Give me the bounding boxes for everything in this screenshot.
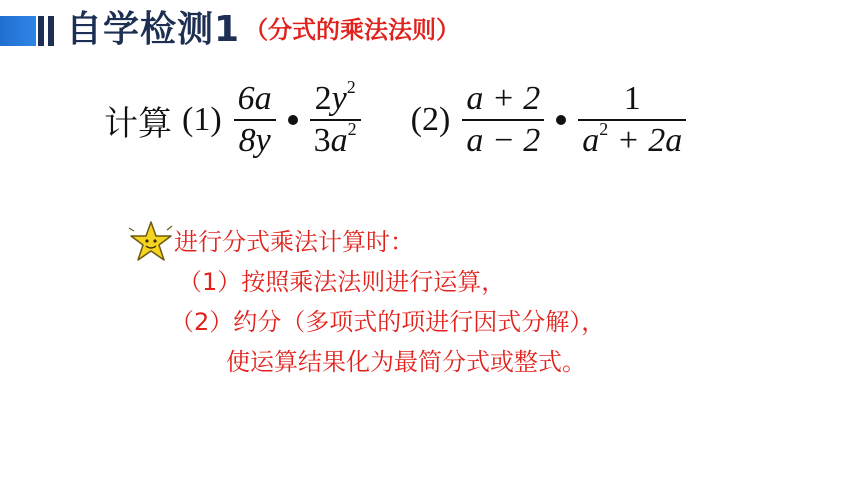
title-subtitle: （分式的乘法法则） — [244, 16, 461, 44]
p1-f2-num-exp: 2 — [346, 77, 356, 97]
p1-f2-den-coef: 3 — [313, 122, 331, 159]
problems-lead: 计算 — [104, 103, 172, 144]
multiply-dot-icon — [288, 115, 298, 125]
p2-f2-numerator: 1 — [623, 80, 641, 117]
note-line-3: （2）约分（多项式的项进行因式分解）， — [170, 308, 606, 336]
header-bar-2 — [48, 16, 54, 46]
p1-f2-den-var: a — [330, 122, 348, 159]
p1-f2-numerator — [311, 79, 360, 119]
slide-title — [66, 6, 460, 54]
p1-f2-den-exp: 2 — [347, 119, 357, 139]
p1-f2-denominator — [310, 121, 361, 161]
note-line-2: （1）按照乘法法则进行运算， — [178, 268, 506, 296]
problem-2-label: (2) — [410, 101, 451, 138]
problem-2-fraction-1 — [462, 79, 544, 161]
smiling-star-icon — [128, 220, 174, 264]
problem-2-fraction-2 — [578, 79, 686, 161]
p2-f2-den-rest: + 2a — [608, 122, 683, 159]
header-bar-1 — [38, 16, 44, 46]
p2-f1-numerator: a + 2 — [466, 80, 541, 117]
p2-f1-denominator: a − 2 — [466, 122, 541, 159]
p1-f1-numerator: 6a — [237, 80, 272, 117]
problem-1-fraction-1 — [234, 79, 276, 161]
p1-f2-num-var: y — [331, 80, 347, 117]
problem-1-label: (1) — [182, 101, 222, 138]
note-line-1: 进行分式乘法计算时： — [174, 228, 414, 256]
title-main: 自学检测1 — [66, 9, 241, 50]
p1-f1-denominator: 8y — [238, 122, 271, 159]
header-accent-block — [0, 16, 36, 46]
note-line-4: 使运算结果化为最简分式或整式。 — [226, 348, 586, 376]
p1-f2-num-coef: 2 — [314, 80, 332, 117]
p2-f2-den-var: a — [582, 122, 600, 159]
multiply-dot-icon — [556, 115, 566, 125]
problems-row — [104, 70, 844, 170]
p2-f2-den-exp: 2 — [599, 119, 609, 139]
p2-f2-denominator — [578, 121, 686, 161]
problem-1-fraction-2 — [310, 79, 361, 161]
